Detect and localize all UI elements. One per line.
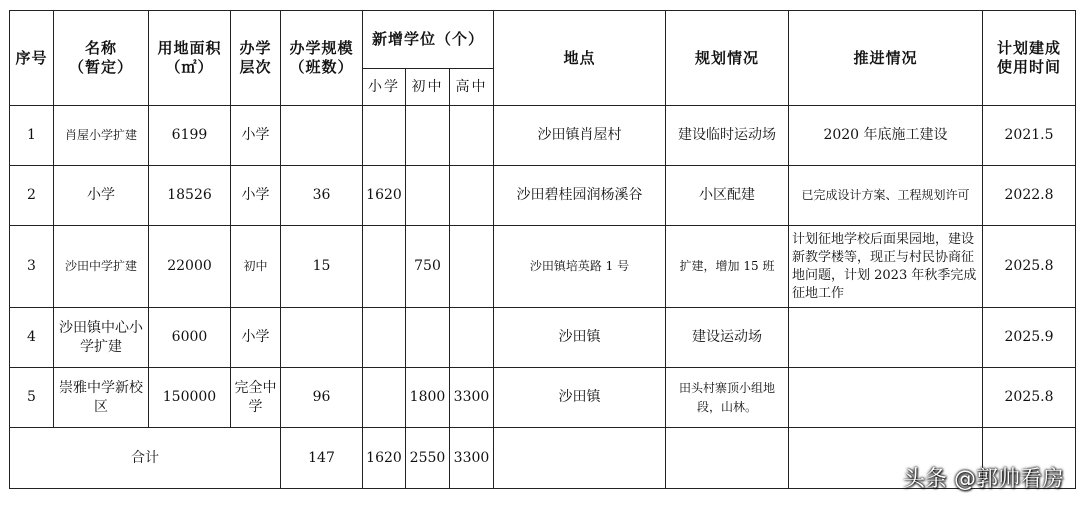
total-location-empty (494, 428, 666, 489)
header-seq: 序号 (10, 11, 54, 106)
cell-senior (450, 308, 494, 368)
header-plan-time: 计划建成 使用时间 (983, 11, 1076, 106)
cell-planning: 田头村寨顶小组地段，山林。 (666, 368, 789, 428)
cell-area: 6000 (149, 308, 231, 368)
cell-level: 小学 (231, 308, 281, 368)
watermark: 头条 @郭帅看房 (903, 467, 1064, 492)
table-row (10, 106, 1076, 166)
cell-level: 完全中学 (231, 368, 281, 428)
cell-junior (406, 166, 450, 226)
cell-area: 6199 (149, 106, 231, 166)
total-senior: 3300 (450, 428, 494, 489)
cell-area: 150000 (149, 368, 231, 428)
cell-scale: 36 (281, 166, 363, 226)
cell-time: 2022.8 (983, 166, 1076, 226)
cell-time: 2025.9 (983, 308, 1076, 368)
cell-time: 2025.8 (983, 226, 1076, 308)
cell-level: 小学 (231, 166, 281, 226)
cell-level: 初中 (231, 226, 281, 308)
cell-time: 2025.8 (983, 368, 1076, 428)
total-label: 合计 (10, 428, 281, 489)
header-planning: 规划情况 (666, 11, 789, 106)
cell-primary (363, 368, 406, 428)
header-area: 用地面积 （㎡） (149, 11, 231, 106)
cell-seq: 2 (10, 166, 54, 226)
header-primary: 小学 (363, 69, 406, 106)
cell-progress (789, 368, 983, 428)
cell-seq: 5 (10, 368, 54, 428)
cell-senior: 3300 (450, 368, 494, 428)
total-primary: 1620 (363, 428, 406, 489)
cell-seq: 4 (10, 308, 54, 368)
cell-area: 18526 (149, 166, 231, 226)
cell-location: 沙田碧桂园润杨溪谷 (494, 166, 666, 226)
cell-junior: 750 (406, 226, 450, 308)
cell-name: 崇雅中学新校区 (54, 368, 149, 428)
cell-senior (450, 226, 494, 308)
cell-name: 小学 (54, 166, 149, 226)
cell-scale: 15 (281, 226, 363, 308)
cell-progress: 2020 年底施工建设 (789, 106, 983, 166)
cell-primary (363, 226, 406, 308)
table-row (10, 308, 1076, 368)
cell-progress (789, 308, 983, 368)
cell-planning: 建设临时运动场 (666, 106, 789, 166)
cell-primary (363, 106, 406, 166)
cell-progress: 计划征地学校后面果园地，建设新教学楼等，现正与村民协商征地问题，计划 2023 年秋季完成征地工作 (789, 226, 983, 308)
cell-location: 沙田镇 (494, 308, 666, 368)
cell-senior (450, 166, 494, 226)
cell-name: 沙田中学扩建 (54, 226, 149, 308)
cell-scale (281, 106, 363, 166)
cell-location: 沙田镇肖屋村 (494, 106, 666, 166)
cell-seq: 1 (10, 106, 54, 166)
cell-name: 肖屋小学扩建 (54, 106, 149, 166)
cell-primary: 1620 (363, 166, 406, 226)
cell-location: 沙田镇培英路 1 号 (494, 226, 666, 308)
header-scale: 办学规模 （班数） (281, 11, 363, 106)
header-senior: 高中 (450, 69, 494, 106)
cell-time: 2021.5 (983, 106, 1076, 166)
header-location: 地点 (494, 11, 666, 106)
cell-planning: 扩建，增加 15 班 (666, 226, 789, 308)
cell-level: 小学 (231, 106, 281, 166)
header-progress: 推进情况 (789, 11, 983, 106)
cell-location: 沙田镇 (494, 368, 666, 428)
table-row (10, 226, 1076, 308)
header-row (10, 11, 1076, 69)
header-junior: 初中 (406, 69, 450, 106)
cell-junior (406, 106, 450, 166)
cell-primary (363, 308, 406, 368)
cell-progress: 已完成设计方案、工程规划许可 (789, 166, 983, 226)
school-plan-table (9, 10, 1076, 489)
total-planning-empty (666, 428, 789, 489)
cell-planning: 小区配建 (666, 166, 789, 226)
cell-scale (281, 308, 363, 368)
table-row (10, 368, 1076, 428)
cell-junior: 1800 (406, 368, 450, 428)
table-row (10, 166, 1076, 226)
cell-seq: 3 (10, 226, 54, 308)
header-new-seats: 新增学位（个） (363, 11, 494, 69)
cell-junior (406, 308, 450, 368)
header-level: 办学 层次 (231, 11, 281, 106)
cell-planning: 建设运动场 (666, 308, 789, 368)
cell-scale: 96 (281, 368, 363, 428)
cell-senior (450, 106, 494, 166)
cell-area: 22000 (149, 226, 231, 308)
total-junior: 2550 (406, 428, 450, 489)
header-name: 名称 （暂定） (54, 11, 149, 106)
total-scale: 147 (281, 428, 363, 489)
cell-name: 沙田镇中心小学扩建 (54, 308, 149, 368)
